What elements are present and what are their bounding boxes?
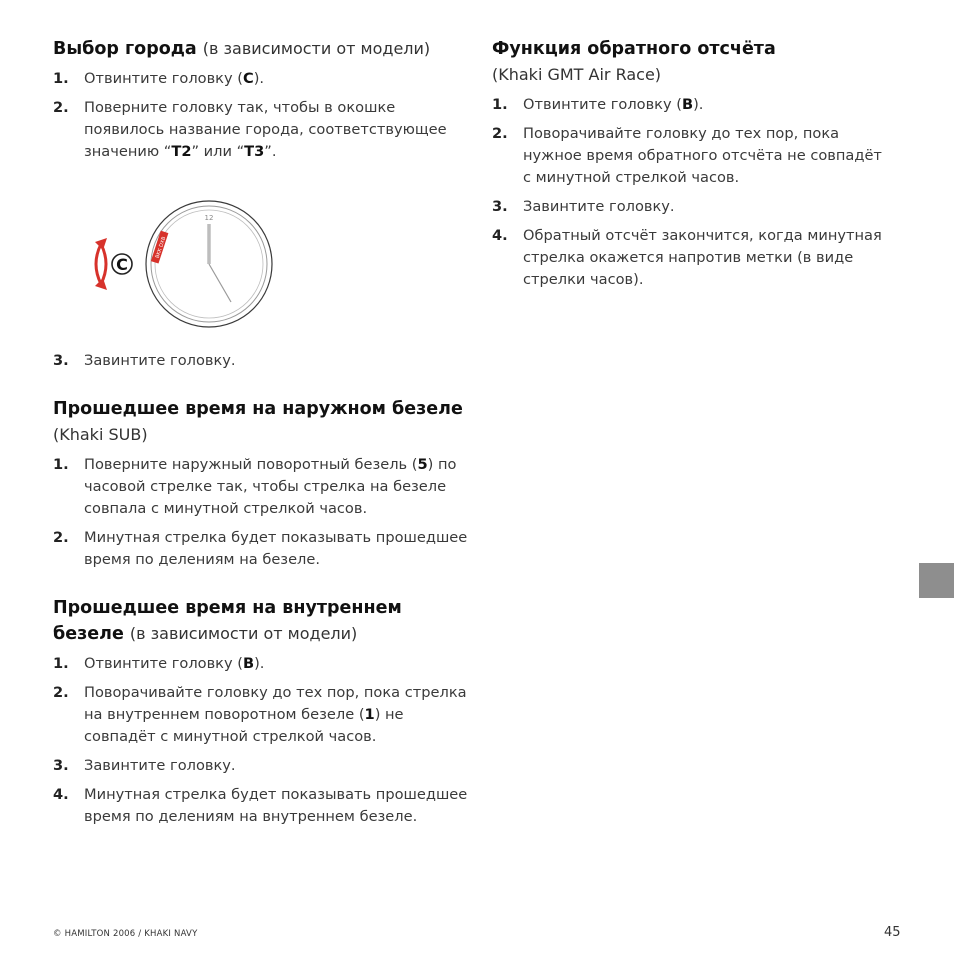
list-item: 2. Минутная стрелка будет показывать прошедшее время по делениям на безеле. — [53, 529, 468, 568]
list-item: 1. Поверните наружный поворотный безель (5) по часовой стрелке так, чтобы стрелка на безеле совпала с минутной стрелкой часов. — [53, 456, 457, 517]
inner-bezel-section — [53, 595, 473, 828]
inner-bezel-heading — [53, 595, 473, 647]
watch-crown-illustration — [53, 194, 303, 334]
dial-12-marker: 12 — [204, 214, 214, 222]
list-item: 3. Завинтите головку. — [492, 196, 892, 218]
crown-label: C — [116, 255, 128, 274]
city-selection-steps-cont — [53, 350, 473, 372]
step-number: 2. — [53, 529, 69, 546]
list-item: 1. Отвинтите головку (B). — [53, 653, 473, 675]
rotate-arrow-icon — [95, 238, 107, 290]
countdown-subtitle: (Khaki GMT Air Race) — [492, 65, 662, 84]
city-selection-section — [53, 36, 473, 372]
outer-bezel-heading — [53, 396, 473, 448]
step-number: 2. — [492, 125, 508, 142]
step-number: 1. — [53, 456, 69, 473]
inner-bezel-subtitle: (в зависимости от модели) — [129, 624, 358, 643]
step-number: 2. — [53, 684, 69, 701]
list-item: 1. Отвинтите головку (C). — [53, 68, 473, 90]
left-column — [53, 36, 473, 835]
step-number: 2. — [53, 99, 69, 116]
page-number: 45 — [884, 925, 901, 940]
countdown-title: Функция обратного отсчёта — [492, 39, 776, 59]
footer-copyright: © HAMILTON 2006 / KHAKI NAVY — [53, 929, 198, 939]
crown-ref: C — [242, 70, 254, 87]
list-item: 2. Поверните головку так, чтобы в окошке появилось название города, соответствующее значению “T2” или “T3”. — [53, 99, 447, 160]
outer-bezel-section — [53, 396, 473, 571]
inner-bezel-steps — [53, 653, 473, 828]
countdown-steps — [492, 94, 892, 291]
step-number: 1. — [492, 96, 508, 113]
step-number: 1. — [53, 70, 69, 87]
step-number: 4. — [492, 227, 508, 244]
list-item: 4. Обратный отсчёт закончится, когда минутная стрелка окажется напротив метки (в виде стрелки часов). — [492, 227, 882, 288]
step-number: 3. — [492, 198, 508, 215]
list-item: 4. Минутная стрелка будет показывать прошедшее время по делениям на внутреннем безеле. — [53, 786, 468, 825]
city-selection-subtitle: (в зависимости от модели) — [202, 39, 431, 58]
city-window-text: BKK DXB — [154, 236, 168, 260]
list-item: 2. Поворачивайте головку до тех пор, пока стрелка на внутреннем поворотном безеле (1) не совпадёт с минутной стрелкой часов. — [53, 684, 467, 745]
outer-bezel-steps — [53, 454, 473, 571]
step-number: 1. — [53, 655, 69, 672]
step-number: 3. — [53, 757, 69, 774]
countdown-heading — [492, 36, 892, 88]
right-column — [492, 36, 892, 298]
outer-bezel-title: Прошедшее время на наружном безеле — [53, 399, 463, 419]
list-item: 2. Поворачивайте головку до тех пор, пока нужное время обратного отсчёта не совпадёт с минутной стрелкой часов. — [492, 125, 882, 186]
inner-bezel-title: Прошедшее время на внутреннем безеле — [53, 598, 402, 644]
list-item: 3. Завинтите головку. — [53, 350, 473, 372]
step-number: 3. — [53, 352, 69, 369]
step-number: 4. — [53, 786, 69, 803]
city-selection-steps — [53, 68, 473, 163]
list-item: 3. Завинтите головку. — [53, 755, 473, 777]
list-item: 1. Отвинтите головку (B). — [492, 94, 892, 116]
city-selection-title: Выбор города — [53, 39, 197, 59]
outer-bezel-subtitle: (Khaki SUB) — [53, 425, 148, 444]
city-selection-heading — [53, 36, 473, 62]
section-tab-marker — [919, 563, 954, 598]
countdown-section — [492, 36, 892, 291]
